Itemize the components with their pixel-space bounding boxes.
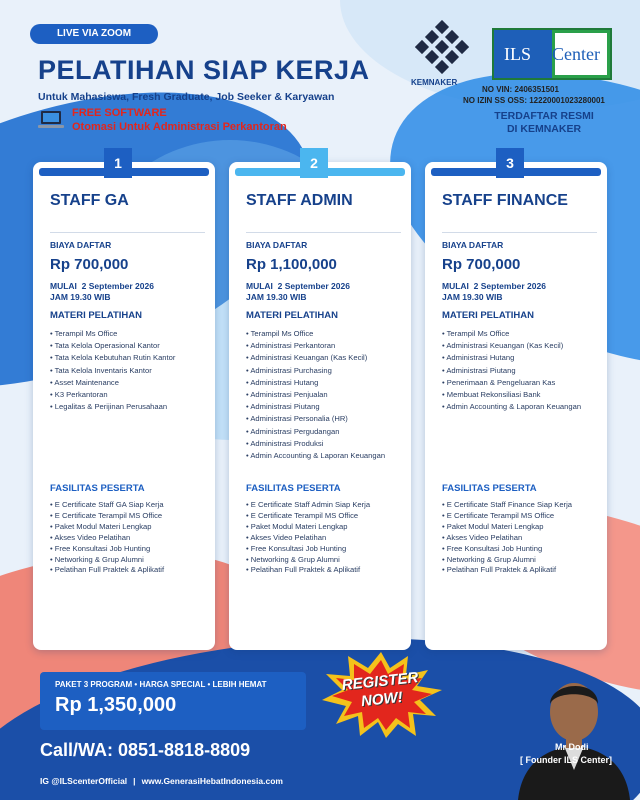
website-link[interactable]: www.GenerasiHebatIndonesia.com bbox=[141, 776, 283, 786]
laptop-icon bbox=[38, 110, 64, 130]
list-item: • Asset Maintenance bbox=[50, 377, 175, 389]
list-item: • Pelatihan Full Praktek & Aplikatif bbox=[246, 565, 370, 576]
start-date: MULAI 2 September 2026 bbox=[50, 281, 154, 291]
materi-heading: MATERI PELATIHAN bbox=[50, 310, 143, 321]
list-item: • Administrasi Produksi bbox=[246, 438, 385, 450]
list-item: • Pelatihan Full Praktek & Aplikatif bbox=[442, 565, 572, 576]
page-title: PELATIHAN SIAP KERJA bbox=[38, 55, 370, 85]
list-item: • K3 Perkantoran bbox=[50, 389, 175, 401]
facilities-list bbox=[442, 500, 572, 576]
header bbox=[0, 0, 640, 150]
list-item: • Tata Kelola Operasional Kantor bbox=[50, 340, 175, 352]
software-subtitle: Otomasi Untuk Administrasi Perkantoran bbox=[72, 121, 287, 133]
fee-label: BIAYA DAFTAR bbox=[50, 240, 112, 250]
founder-photo bbox=[508, 660, 640, 800]
list-item: • Terampil Ms Office bbox=[442, 328, 581, 340]
program-title: STAFF ADMIN bbox=[246, 192, 353, 209]
list-item: • Terampil Ms Office bbox=[50, 328, 175, 340]
contact-phone[interactable]: Call/WA: 0851-8818-8809 bbox=[40, 740, 251, 760]
footer bbox=[40, 776, 283, 786]
start-time: JAM 19.30 WIB bbox=[246, 292, 307, 302]
ils-logo-text: ILS bbox=[504, 44, 531, 64]
materi-list bbox=[442, 328, 581, 413]
list-item: • Administrasi Personalia (HR) bbox=[246, 413, 385, 425]
package-label: PAKET 3 PROGRAM • HARGA SPECIAL • LEBIH HEMAT bbox=[55, 680, 267, 689]
materi-list bbox=[246, 328, 385, 462]
kemnaker-label: KEMNAKER bbox=[411, 78, 458, 87]
page-subtitle: Untuk Mahasiswa, Fresh Graduate, Job Seeker & Karyawan bbox=[38, 91, 335, 103]
start-time: JAM 19.30 WIB bbox=[442, 292, 503, 302]
list-item: • Free Konsultasi Job Hunting bbox=[246, 544, 370, 555]
list-item: • Administrasi Piutang bbox=[442, 365, 581, 377]
start-date: MULAI 2 September 2026 bbox=[246, 281, 350, 291]
list-item: • E Certificate Terampil MS Office bbox=[442, 511, 572, 522]
facilities-list bbox=[50, 500, 164, 576]
list-item: • E Certificate Terampil MS Office bbox=[50, 511, 164, 522]
list-item: • Administrasi Piutang bbox=[246, 401, 385, 413]
list-item: • Free Konsultasi Job Hunting bbox=[442, 544, 572, 555]
list-item: • Tata Kelola Inventaris Kantor bbox=[50, 365, 175, 377]
kemnaker-logo-icon bbox=[415, 20, 469, 74]
list-item: • Free Konsultasi Job Hunting bbox=[50, 544, 164, 555]
start-time: JAM 19.30 WIB bbox=[50, 292, 111, 302]
footer-separator: | bbox=[133, 776, 136, 786]
program-card-staff-finance bbox=[425, 155, 607, 650]
instagram-handle[interactable]: IG @ILScenterOfficial bbox=[40, 776, 128, 786]
materi-heading: MATERI PELATIHAN bbox=[442, 310, 535, 321]
izin-number: NO IZIN SS OSS: 12220001023280001 bbox=[463, 96, 605, 105]
program-card-staff-admin bbox=[229, 155, 411, 650]
materi-list bbox=[50, 328, 175, 413]
list-item: • Terampil Ms Office bbox=[246, 328, 385, 340]
list-item: • Penerimaan & Pengeluaran Kas bbox=[442, 377, 581, 389]
package-offer bbox=[40, 672, 306, 730]
fee-value: Rp 1,100,000 bbox=[246, 256, 337, 273]
vin-number: NO VIN: 2406351501 bbox=[482, 85, 559, 94]
program-title: STAFF GA bbox=[50, 192, 129, 209]
list-item: • Akses Video Pelatihan bbox=[246, 533, 370, 544]
program-number: 2 bbox=[300, 148, 328, 178]
list-item: • Networking & Grup Alumni bbox=[442, 555, 572, 566]
official-registration: TERDAFTAR RESMI DI KEMNAKER bbox=[494, 110, 594, 135]
ils-center-logo bbox=[492, 28, 612, 80]
list-item: • Administrasi Keuangan (Kas Kecil) bbox=[442, 340, 581, 352]
software-title: FREE SOFTWARE bbox=[72, 107, 167, 119]
list-item: • Administrasi Pergudangan bbox=[246, 426, 385, 438]
list-item: • Administrasi Perkantoran bbox=[246, 340, 385, 352]
live-badge: LIVE VIA ZOOM bbox=[30, 24, 158, 44]
list-item: • Pelatihan Full Praktek & Aplikatif bbox=[50, 565, 164, 576]
fee-value: Rp 700,000 bbox=[442, 256, 521, 273]
start-date: MULAI 2 September 2026 bbox=[442, 281, 546, 291]
ils-logo-text-2: Center bbox=[552, 44, 600, 64]
list-item: • Legalitas & Perijinan Perusahaan bbox=[50, 401, 175, 413]
materi-heading: MATERI PELATIHAN bbox=[246, 310, 339, 321]
list-item: • E Certificate Terampil MS Office bbox=[246, 511, 370, 522]
list-item: • E Certificate Staff GA Siap Kerja bbox=[50, 500, 164, 511]
list-item: • Tata Kelola Kebutuhan Rutin Kantor bbox=[50, 352, 175, 364]
list-item: • Paket Modul Materi Lengkap bbox=[50, 522, 164, 533]
list-item: • Admin Accounting & Laporan Keuangan bbox=[246, 450, 385, 462]
list-item: • Paket Modul Materi Lengkap bbox=[246, 522, 370, 533]
package-price: Rp 1,350,000 bbox=[55, 694, 177, 716]
list-item: • Networking & Grup Alumni bbox=[50, 555, 164, 566]
list-item: • Admin Accounting & Laporan Keuangan bbox=[442, 401, 581, 413]
founder-role: [ Founder ILS Center] bbox=[520, 755, 612, 765]
facilities-heading: FASILITAS PESERTA bbox=[246, 483, 341, 494]
list-item: • Administrasi Hutang bbox=[246, 377, 385, 389]
list-item: • Networking & Grup Alumni bbox=[246, 555, 370, 566]
list-item: • Membuat Rekonsiliasi Bank bbox=[442, 389, 581, 401]
list-item: • E Certificate Staff Admin Siap Kerja bbox=[246, 500, 370, 511]
founder-name: Mr Dodi bbox=[555, 742, 589, 752]
register-now-button[interactable]: REGISTER NOW! bbox=[340, 669, 420, 711]
list-item: • Akses Video Pelatihan bbox=[50, 533, 164, 544]
list-item: • Administrasi Keuangan (Kas Kecil) bbox=[246, 352, 385, 364]
fee-value: Rp 700,000 bbox=[50, 256, 129, 273]
facilities-heading: FASILITAS PESERTA bbox=[442, 483, 537, 494]
fee-label: BIAYA DAFTAR bbox=[442, 240, 504, 250]
facilities-list bbox=[246, 500, 370, 576]
divider bbox=[442, 232, 597, 233]
list-item: • Paket Modul Materi Lengkap bbox=[442, 522, 572, 533]
divider bbox=[50, 232, 205, 233]
list-item: • E Certificate Staff Finance Siap Kerja bbox=[442, 500, 572, 511]
divider bbox=[246, 232, 401, 233]
facilities-heading: FASILITAS PESERTA bbox=[50, 483, 145, 494]
program-title: STAFF FINANCE bbox=[442, 192, 568, 209]
program-number: 3 bbox=[496, 148, 524, 178]
list-item: • Akses Video Pelatihan bbox=[442, 533, 572, 544]
fee-label: BIAYA DAFTAR bbox=[246, 240, 308, 250]
list-item: • Administrasi Penjualan bbox=[246, 389, 385, 401]
list-item: • Administrasi Purchasing bbox=[246, 365, 385, 377]
program-card-staff-ga bbox=[33, 155, 215, 650]
list-item: • Administrasi Hutang bbox=[442, 352, 581, 364]
program-number: 1 bbox=[104, 148, 132, 178]
